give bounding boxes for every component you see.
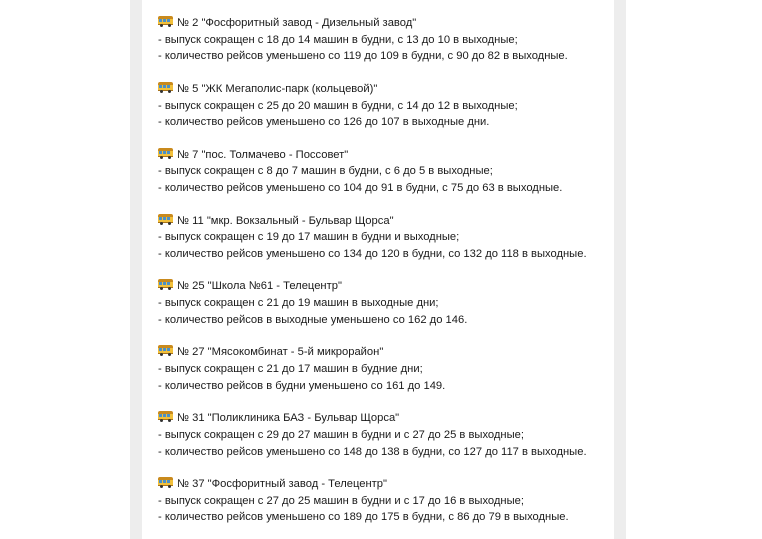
route-detail-line: - выпуск сокращен с 19 до 17 машин в будни и выходные;: [158, 231, 460, 244]
route-header: [158, 147, 614, 164]
route-detail-line: - выпуск сокращен с 18 до 14 машин в будни, с 13 до 10 в выходные;: [158, 33, 518, 46]
route-detail-line: - количество рейсов уменьшено со 119 до 109 в будни, с 90 до 82 в выходные.: [158, 50, 568, 63]
route-detail-line: - выпуск сокращен с 8 до 7 машин в будни, с 6 до 5 в выходные;: [158, 165, 493, 178]
route-title: № 27 "Мясокомбинат - 5-й микрорайон": [177, 346, 384, 359]
route-title: № 25 "Школа №61 - Телецентр": [177, 280, 342, 293]
route-block: [158, 410, 614, 460]
route-detail-line: - выпуск сокращен с 29 до 27 машин в будни и с 27 до 25 в выходные;: [158, 428, 524, 441]
route-title: № 11 "мкр. Вокзальный - Бульвар Щорса": [177, 214, 394, 227]
bus-icon: [158, 411, 173, 422]
route-block: [158, 15, 614, 65]
route-header: [158, 344, 614, 361]
right-gutter: [614, 0, 626, 539]
bus-icon: [158, 345, 173, 356]
bus-icon: [158, 477, 173, 488]
route-block: [158, 344, 614, 394]
route-detail-line: - выпуск сокращен с 21 до 17 машин в будние дни;: [158, 362, 423, 375]
route-block: [158, 81, 614, 131]
route-detail-line: - количество рейсов уменьшено со 104 до 91 в будни, с 75 до 63 в выходные.: [158, 182, 563, 195]
route-title: № 5 "ЖК Мегаполис-парк (кольцевой)": [177, 82, 378, 95]
route-title: № 31 "Поликлиника БАЗ - Бульвар Щорса": [177, 412, 400, 425]
route-detail-line: - выпуск сокращен с 21 до 19 машин в выходные дни;: [158, 297, 439, 310]
route-title: № 37 "Фосфоритный завод - Телецентр": [177, 478, 387, 491]
route-detail-line: - количество рейсов уменьшено со 148 до 138 в будни, со 127 до 117 в выходные.: [158, 445, 587, 458]
route-detail-line: - количество рейсов уменьшено со 126 до 107 в выходные дни.: [158, 116, 490, 129]
route-header: [158, 15, 614, 32]
route-header: [158, 410, 614, 427]
left-gutter: [130, 0, 142, 539]
route-block: [158, 476, 614, 526]
bus-icon: [158, 214, 173, 225]
bus-icon: [158, 16, 173, 27]
route-header: [158, 81, 614, 98]
bus-icon: [158, 148, 173, 159]
bus-icon: [158, 279, 173, 290]
post-text: [158, 15, 614, 539]
route-title: № 2 "Фосфоритный завод - Дизельный завод": [177, 17, 417, 29]
route-detail-line: - выпуск сокращен с 27 до 25 машин в будни и с 17 до 16 в выходные;: [158, 494, 524, 507]
route-detail-line: - количество рейсов уменьшено со 134 до 120 в будни, со 132 до 118 в выходные.: [158, 247, 587, 260]
route-header: [158, 278, 614, 295]
route-title: № 7 "пос. Толмачево - Поссовет": [177, 148, 349, 161]
route-block: [158, 147, 614, 197]
route-detail-line: - выпуск сокращен с 25 до 20 машин в будни, с 14 до 12 в выходные;: [158, 99, 518, 112]
route-detail-line: - количество рейсов в будни уменьшено со 161 до 149.: [158, 379, 446, 392]
route-detail-line: - количество рейсов уменьшено со 189 до 175 в будни, с 86 до 79 в выходные.: [158, 511, 569, 524]
route-detail-line: - количество рейсов в выходные уменьшено со 162 до 146.: [158, 313, 468, 326]
route-block: [158, 213, 614, 263]
route-header: [158, 476, 614, 493]
route-header: [158, 213, 614, 230]
route-block: [158, 278, 614, 328]
bus-icon: [158, 82, 173, 93]
